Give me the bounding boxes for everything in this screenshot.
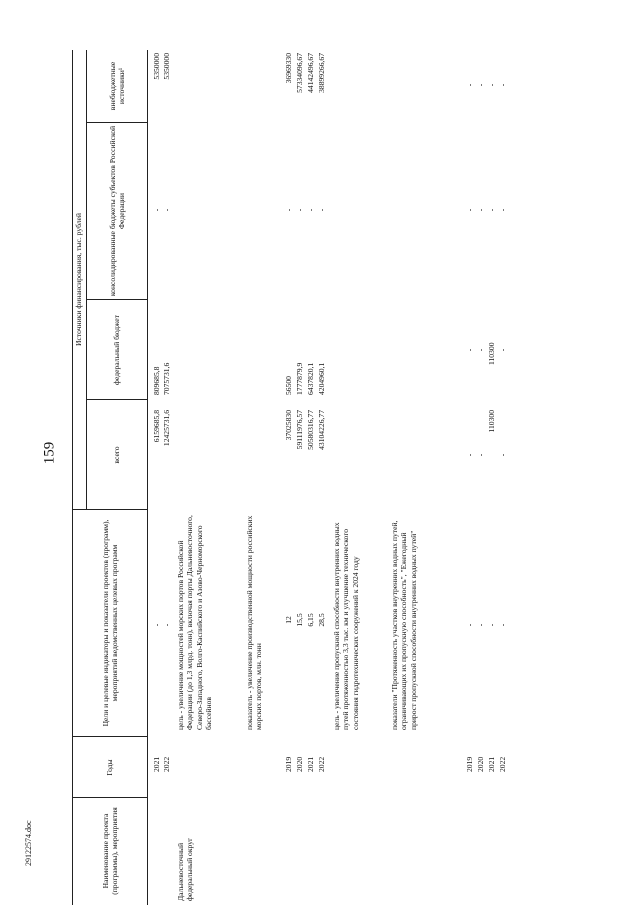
s2-row3-year: 2021 (306, 756, 315, 772)
col-divider-5 (86, 299, 147, 300)
s2-row2-goal: 15,5 (295, 613, 304, 627)
s3-row2-year: 2020 (476, 756, 485, 772)
s2-row4-federal: 4204960,1 (317, 362, 326, 395)
s1-row1-year: 2021 (152, 756, 161, 772)
s2-row4-total: 43104226,77 (317, 410, 326, 450)
s3-row4-year: 2022 (498, 756, 507, 772)
header-bottom-border (147, 50, 148, 905)
s1-row1-consolidated: - (152, 208, 161, 212)
s2-row2-extra: 57334096,67 (295, 53, 304, 93)
s2-row1-consolidated: - (284, 208, 293, 212)
s3-row3-goal: - (487, 623, 496, 627)
s2-row1-extra: 36969330 (284, 53, 293, 84)
s1-row2-year: 2022 (162, 756, 171, 772)
s3-row1-extra: - (465, 83, 474, 87)
col-divider-4 (86, 399, 147, 400)
s3-row2-consolidated: - (476, 208, 485, 212)
s2-row1-goal: 12 (284, 616, 293, 624)
header-project-name: Наименование проекта (программы), мероприятия (100, 807, 119, 895)
s2-row4-extra: 38899266,67 (317, 53, 326, 93)
header-extrabudgetary: внебюджетные источники¹ (107, 61, 126, 111)
header-financing-sources: Источники финансирования, тыс. рублей (74, 213, 84, 346)
s2-indicator-text: показатель - увеличение производственной мощности российских морских портов, млн. тонн (245, 515, 264, 730)
header-total: всего (112, 446, 122, 464)
s3-row3-federal: 110300 (487, 342, 496, 365)
s2-row3-goal: 6,15 (306, 613, 315, 627)
s1-row1-total: 6159685,8 (152, 410, 161, 443)
col-divider-6 (86, 122, 147, 123)
s1-row2-consolidated: - (162, 208, 171, 212)
s3-row1-consolidated: - (465, 208, 474, 212)
s3-row1-total: - (465, 453, 474, 457)
page-number: 159 (41, 441, 58, 465)
s3-row2-goal: - (476, 623, 485, 627)
s3-row2-federal: - (476, 348, 485, 352)
s3-row4-extra: - (498, 83, 507, 87)
header-goals: Цели и целевые индикаторы и показатели проектов (программ), мероприятий ведомственных целевых программ (100, 519, 119, 727)
s1-row1-extra: 5350000 (152, 53, 161, 80)
s2-row4-year: 2022 (317, 756, 326, 772)
col-divider-3 (72, 509, 147, 510)
s3-row3-total: 110300 (487, 410, 496, 433)
s2-row3-extra: 44142496,67 (306, 53, 315, 93)
s3-row1-federal: - (465, 348, 474, 352)
s1-row1-federal: 809685,8 (152, 366, 161, 395)
s1-row2-goal: - (162, 623, 171, 627)
s2-row3-federal: 6437820,1 (306, 362, 315, 395)
s3-row4-federal: - (498, 348, 507, 352)
s2-row3-consolidated: - (306, 208, 315, 212)
s1-row1-goal: - (152, 623, 161, 627)
header-years: Годы (105, 759, 115, 776)
s2-row1-year: 2019 (284, 756, 293, 772)
s1-row2-extra: 5350000 (162, 53, 171, 80)
s2-row1-federal: 56500 (284, 376, 293, 395)
s2-row4-goal: 28,5 (317, 613, 326, 627)
financing-table (72, 50, 617, 905)
s2-project-name: Дальневосточный федеральный округ (176, 837, 195, 901)
s2-row4-consolidated: - (317, 208, 326, 212)
s3-row4-total: - (498, 453, 507, 457)
header-federal-budget: федеральный бюджет (112, 315, 122, 385)
s3-row4-goal: - (498, 623, 507, 627)
col-divider-1 (72, 797, 147, 798)
s2-row2-year: 2020 (295, 756, 304, 772)
s3-row4-consolidated: - (498, 208, 507, 212)
s1-row2-federal: 7075731,6 (162, 362, 171, 395)
rotated-table-stage (72, 50, 617, 905)
s3-row3-year: 2021 (487, 756, 496, 772)
s2-goal-text: цель - увеличение мощностей морских портов Российской Федерации (до 1,3 млрд. тонн), включая порты Дальневосточного, Северо-Западного, Волго-Каспийского и Азово-Черноморского бассейнов (176, 515, 213, 730)
s3-row3-consolidated: - (487, 208, 496, 212)
col-divider-2 (72, 736, 147, 737)
s2-row3-total: 50580316,77 (306, 410, 315, 450)
document-filename: 29122574.doc (24, 820, 33, 866)
s3-row3-extra: - (487, 83, 496, 87)
s2-row1-total: 37025830 (284, 410, 293, 441)
s3-row1-year: 2019 (465, 756, 474, 772)
s2-row2-total: 59111976,57 (295, 410, 304, 450)
s2-row2-federal: 1777879,9 (295, 362, 304, 395)
header-consolidated-budgets: консолидированные бюджеты субъектов Российской Федерации (107, 125, 126, 297)
s3-indicator-text: показатели "Протяженность участков внутренних водных путей, ограничивающих их пропускную способность", "Ежегодный прирост пропускной способности внутренних водных путей" (390, 520, 418, 730)
s3-row2-total: - (476, 453, 485, 457)
s2-row2-consolidated: - (295, 208, 304, 212)
s3-row1-goal: - (465, 623, 474, 627)
s1-row2-total: 12425731,6 (162, 410, 171, 447)
s3-goal-text: цель - увеличение пропускной способности внутренних водных путей протяженностью 3,3 тыс. км и улучшение технического состояния гидротехнических сооружений к 2024 году (332, 522, 360, 730)
s3-row2-extra: - (476, 83, 485, 87)
